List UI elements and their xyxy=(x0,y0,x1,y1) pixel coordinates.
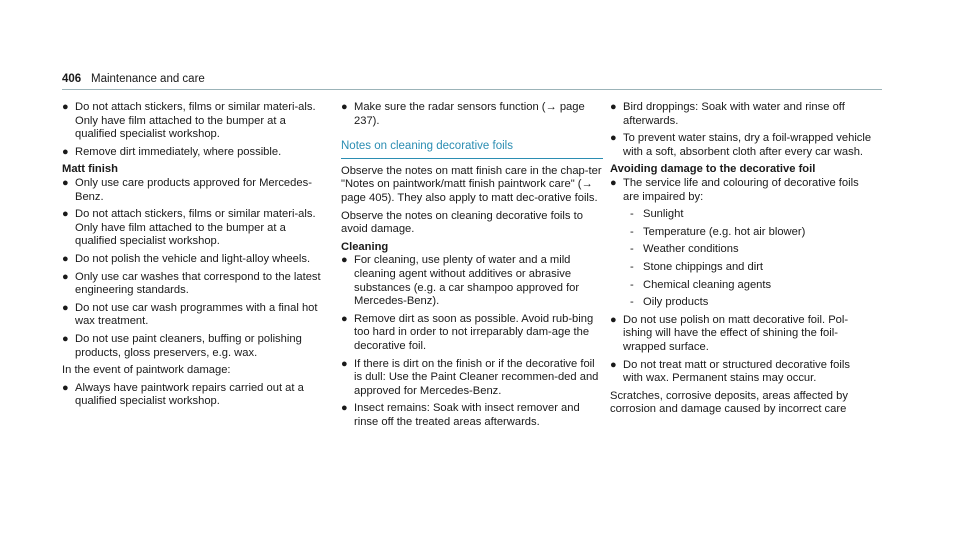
list-item: ● The service life and colouring of decorative foils are impaired by: xyxy=(610,176,859,203)
list-item: ● Bird droppings: Soak with water and rinse off afterwards. xyxy=(610,101,845,127)
page-number: 406 xyxy=(62,73,82,85)
bullet-icon: ● xyxy=(62,332,69,345)
bullet-icon: ● xyxy=(341,101,348,113)
list-item: ● Do not attach stickers, films or similar materi-als. Only have film attached to the bumper at a qualified specialist workshop. xyxy=(62,101,316,141)
sub-list-item: - Sunlight xyxy=(630,208,684,221)
bullet-icon: ● xyxy=(610,101,617,113)
sub-list-item: - Chemical cleaning agents xyxy=(630,278,772,291)
dash-icon: - xyxy=(630,296,634,309)
bullet-icon: ● xyxy=(62,301,69,314)
list-item: ● Remove dirt as soon as possible. Avoid rub-bing too hard in order to not irreparably dam-age the decorative foil. xyxy=(341,312,594,352)
list-item: ● Do not polish the vehicle and light-alloy wheels. xyxy=(62,252,311,265)
list-item: ● If there is dirt on the finish or if the decorative foil is dull: Use the Paint Cleaner recommen-ded and approved for Mercedes-Benz. xyxy=(341,357,599,397)
list-item: ● Remove dirt immediately, where possible. xyxy=(62,145,282,158)
list-item: ● Do not use paint cleaners, buffing or polishing products, gloss preservers, e.g. wax. xyxy=(62,332,302,359)
list-item: ● Do not use car wash programmes with a final hot wax treatment. xyxy=(62,301,318,328)
sub-list-item: - Stone chippings and dirt xyxy=(630,260,764,273)
sub-list-item: - Weather conditions xyxy=(630,243,739,256)
section-title: Notes on cleaning decorative foils xyxy=(341,140,603,159)
column-left xyxy=(62,101,324,413)
column-middle xyxy=(341,101,603,433)
header-rule xyxy=(62,89,882,90)
dash-icon: - xyxy=(630,278,634,291)
list-item: ● Do not treat matt or structured decorative foils with wax. Permanent stains may occur. xyxy=(610,358,850,385)
bullet-icon: ● xyxy=(62,176,69,189)
bullet-icon: ● xyxy=(341,312,348,325)
subheading-cleaning: Cleaning xyxy=(341,240,389,253)
bullet-icon: ● xyxy=(62,252,69,265)
paragraph: Observe the notes on matt finish care in the chap-ter "Notes on paintwork/matt finish paintwork care" (→ page 405). They also apply to matt dec-orative foils. xyxy=(341,164,602,204)
subheading-avoiding-damage: Avoiding damage to the decorative foil xyxy=(610,163,816,176)
sub-list-item: - Oily products xyxy=(630,296,709,309)
sub-list-item: - Temperature (e.g. hot air blower) xyxy=(630,225,806,238)
bullet-icon: ● xyxy=(62,208,69,221)
dash-icon: - xyxy=(630,260,634,273)
list-item: ● Always have paintwork repairs carried out at a qualified specialist workshop. xyxy=(62,381,304,408)
list-item: ● For cleaning, use plenty of water and a mild cleaning agent without additives or abrasive substances (e.g. a car shampoo approved for Mercedes-Benz). xyxy=(341,254,580,308)
list-item xyxy=(341,101,603,128)
bullet-icon: ● xyxy=(62,381,69,394)
list-item: ● Do not use polish on matt decorative foil. Pol-ishing will have the effect of shining the foil-wrapped surface. xyxy=(610,313,849,353)
bullet-icon: ● xyxy=(62,145,69,158)
bullet-icon: ● xyxy=(341,402,348,415)
dash-icon: - xyxy=(630,208,634,221)
page-header xyxy=(62,67,882,89)
list-item: ● Insect remains: Soak with insect remover and rinse off the treated areas afterwards. xyxy=(341,402,580,428)
bullet-icon: ● xyxy=(341,254,348,267)
column-right xyxy=(610,101,872,421)
bullet-icon: ● xyxy=(62,101,69,113)
bullet-icon: ● xyxy=(610,132,617,145)
bullet-icon: ● xyxy=(610,176,617,189)
bullet-icon: ● xyxy=(62,270,69,283)
bullet-icon: ● xyxy=(610,358,617,371)
dash-icon: - xyxy=(630,225,634,238)
bullet-icon: ● xyxy=(610,313,617,326)
list-item: ● Do not attach stickers, films or similar materi-als. Only have film attached to the bumper at a qualified specialist workshop. xyxy=(62,208,316,248)
dash-icon: - xyxy=(630,243,634,256)
bullet-icon: ● xyxy=(341,357,348,370)
page-reference[interactable]: Make sure the radar sensors function (→ page 237). xyxy=(354,101,585,127)
subheading-matt-finish: Matt finish xyxy=(62,163,118,176)
chapter-title: Maintenance and care xyxy=(91,73,205,85)
list-item: ● Only use car washes that correspond to the latest engineering standards. xyxy=(62,270,321,297)
paragraph: In the event of paintwork damage: xyxy=(62,364,231,377)
list-item: ● To prevent water stains, dry a foil-wrapped vehicle with a soft, absorbent cloth after every car wash. xyxy=(610,132,872,158)
paragraph: Scratches, corrosive deposits, areas affected by corrosion and damage caused by incorrect care xyxy=(610,389,848,416)
list-item: ● Only use care products approved for Mercedes-Benz. xyxy=(62,176,312,203)
paragraph: Observe the notes on cleaning decorative foils to avoid damage. xyxy=(341,209,583,236)
